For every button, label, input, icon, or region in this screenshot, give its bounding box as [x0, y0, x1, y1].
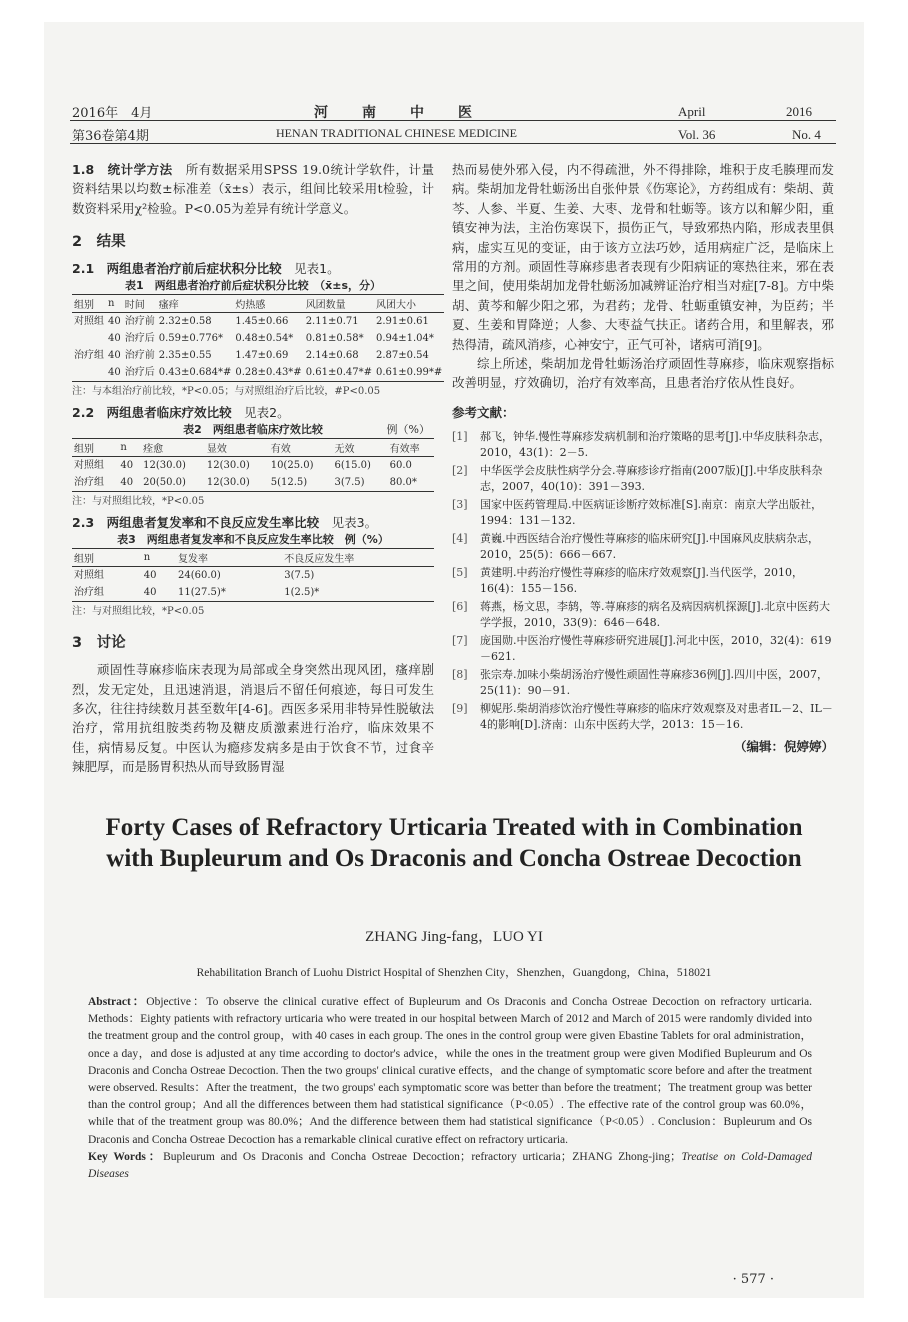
table-cell: 治疗后	[123, 364, 157, 382]
table-cell: 40	[108, 333, 121, 345]
table-2-header: 组别	[72, 439, 118, 457]
reference-text: 张宗寿.加味小柴胡汤治疗慢性顽固性荨麻疹36例[J].四川中医，2007，25(11)：90－91.	[480, 667, 828, 697]
table-row	[72, 567, 434, 585]
table-cell: 治疗后	[124, 333, 155, 345]
keywords-italic: Treatise on Cold-Damaged Diseases	[88, 1150, 813, 1181]
table-3-header: n	[142, 549, 176, 567]
reference-number: [7]	[452, 633, 468, 647]
table-cell: 6(15.0)	[334, 460, 371, 472]
section-2-3-ref: 见表3。	[319, 515, 378, 531]
table-3-header: 组别	[72, 549, 142, 567]
table-2-header: 显效	[205, 439, 269, 457]
table-cell: 0.28±0.43*#	[233, 364, 303, 382]
table-cell: 治疗组	[72, 474, 118, 492]
table-2-note: 注：与对照组比较，*P<0.05	[72, 496, 205, 508]
table-1-header: 组别	[72, 295, 106, 313]
table-2-header: 痊愈	[141, 439, 205, 457]
reference-item	[452, 565, 834, 597]
table-row	[72, 474, 434, 492]
table-cell: 20(50.0)	[141, 474, 205, 492]
discussion-continued: 热而易使外邪入侵，内不得疏泄，外不得排除，堆积于皮毛腠理而发病。柴胡加龙骨牡蛎汤出自张仲景《伤寒论》，方药组成有：柴胡、黄芩、人参、半夏、生姜、大枣、龙骨和牡蛎等。该方以和解少阳，重镇安神为法，主治伤寒误下，损伤正气，导致邪热内陷，形成表里俱病，虚实互见的变证，由于该方立法巧妙，适用病症广泛，是临床上常用的方剂。顽固性荨麻疹患者表现有少阳病证的寒热往来，邪在表里之间，使用柴胡加龙骨牡蛎汤加减辨证治疗相当对症[7-8]。方中柴胡、黄芩和解少阳之邪，为君药；龙骨、牡蛎重镇安神，为臣药；半夏、生姜和胃降逆；人参、大枣益气扶正。诸药合用，和里解表，邪热得清，疏风消疹，心神安宁，正气可补，诸病可消[9]。	[452, 162, 834, 352]
reference-number: [2]	[452, 463, 468, 477]
table-cell: 0.59±0.776*	[158, 333, 224, 345]
table-3-note: 注：与对照组比较，*P<0.05	[72, 606, 205, 618]
table-row	[72, 330, 444, 347]
journal-page	[44, 22, 864, 1298]
discussion-paragraph: 顽固性荨麻疹临床表现为局部或全身突然出现风团，瘙痒剧烈，发无定处，且迅速消退，消退后不留任何痕迹，每日可发生多次，往往持续数月甚至数年[4-6]。西医多采用非特异性脱敏法治疗，常用抗组胺类药物及糖皮质激素进行治疗，临床效果不佳，病情易反复。中医认为瘾疹发病多是由于饮食不节，过食辛辣肥厚，而是肠胃积热从而导致肠胃湿	[72, 662, 434, 775]
table-row	[72, 457, 434, 475]
table-cell: 2.32±0.58	[158, 316, 212, 328]
table-cell: 12(30.0)	[205, 474, 269, 492]
table-cell: 60.0	[389, 460, 412, 472]
table-cell: 40	[118, 474, 141, 492]
reference-number: [6]	[452, 599, 468, 613]
keywords-paragraph	[88, 1149, 812, 1183]
table-3-header-row	[72, 549, 434, 567]
page-number: · 577 ·	[732, 1272, 774, 1287]
table-1-header-row	[72, 295, 444, 313]
header-year-month: 2016年 4月	[72, 106, 153, 121]
reference-item	[452, 463, 834, 495]
table-2-header: 无效	[332, 439, 387, 457]
table-cell: 12(30.0)	[206, 460, 250, 472]
header-rule-bottom	[70, 143, 836, 144]
table-cell: 1.45±0.66	[235, 316, 289, 328]
header-year-en: 2016	[786, 104, 812, 119]
table-cell: 1.47±0.69	[235, 350, 289, 362]
section-2-heading: 2 结果	[72, 234, 126, 251]
keywords-text: Bupleurum and Os Draconis and Concha Ostreae Decoction；refractory urticaria；ZHANG Zhong-jing；	[163, 1150, 682, 1163]
table-cell: 治疗前	[124, 316, 155, 328]
section-2-2-ref: 见表2。	[231, 405, 290, 421]
table-cell: 2.87±0.54	[375, 350, 429, 362]
table-cell: 对照组	[74, 316, 104, 328]
reference-text: 庞国勋.中医治疗慢性荨麻疹研究进展[J].河北中医，2010，32(4)：619－621.	[480, 633, 832, 663]
table-cell: 40	[120, 460, 134, 472]
left-column	[72, 160, 443, 777]
table-cell: 11(27.5)*	[176, 584, 282, 602]
table-cell: 12(30.0)	[143, 460, 186, 472]
table-cell: 2.11±0.71	[305, 316, 359, 328]
table-cell: 治疗组	[72, 584, 142, 602]
table-cell: 40	[142, 584, 176, 602]
section-2-1-heading: 2.1 两组患者治疗前后症状积分比较	[72, 261, 282, 277]
english-affiliation: Rehabilitation Branch of Luohu District Hospital of Shenzhen City，Shenzhen，Guangdong，China，518021	[196, 967, 712, 979]
section-1-8-heading: 1.8 统计学方法	[72, 162, 173, 177]
table-cell: 1(2.5)*	[282, 584, 434, 602]
table-cell: 0.43±0.684*#	[157, 364, 234, 382]
reference-text: 国家中医药管理局.中医病证诊断疗效标准[S].南京：南京大学出版社，1994：131－132.	[480, 497, 823, 527]
header-no-en: No. 4	[792, 127, 821, 142]
section-2-3	[72, 513, 434, 532]
table-1-header: 灼热感	[233, 295, 303, 313]
reference-item	[452, 633, 834, 665]
table-cell: 治疗组	[74, 350, 104, 362]
editor-credit: （编辑：倪婷婷）	[733, 738, 834, 754]
reference-text: 黄建明.中药治疗慢性荨麻疹的临床疗效观察[J].当代医学，2010，16(4)：155－156.	[480, 565, 803, 595]
section-2-1-ref: 见表1。	[281, 261, 340, 277]
table-cell: 对照组	[74, 460, 104, 472]
header-month-en: April	[678, 104, 706, 119]
table-1-header: 瘙痒	[157, 295, 234, 313]
table-cell	[72, 330, 106, 347]
references-heading: 参考文献：	[452, 404, 515, 420]
table-cell: 0.61±0.99*#	[374, 364, 444, 382]
table-cell: 10(25.0)	[270, 460, 314, 472]
table-cell: 40	[143, 570, 157, 582]
table-cell: 0.61±0.47*#	[304, 364, 374, 382]
reference-text: 郝飞，钟华.慢性荨麻疹发病机制和治疗策略的思考[J].中华皮肤科杂志，2010，43(1)：2－5.	[480, 429, 830, 459]
reference-number: [1]	[452, 429, 468, 443]
table-1-header: n	[106, 295, 123, 313]
table-1-note: 注：与本组治疗前比较，*P<0.05；与对照组治疗后比较，#P<0.05	[72, 386, 381, 398]
table-cell: 40	[108, 316, 121, 328]
conclusion-paragraph: 综上所述，柴胡加龙骨牡蛎汤治疗顽固性荨麻疹，临床观察指标改善明显，疗效确切，治疗有效率高，且患者治疗依从性良好。	[452, 356, 834, 391]
section-2-2-heading: 2.2 两组患者临床疗效比较	[72, 405, 232, 421]
reference-text: 蒋燕，杨文思，李鸫，等.荨麻疹的病名及病因病机探源[J].北京中医药大学学报，2010，33(9)：646－648.	[480, 599, 830, 629]
table-1-header: 时间	[123, 295, 157, 313]
table-cell: 5(12.5)	[269, 474, 333, 492]
table-cell: 40	[108, 350, 121, 362]
reference-number: [9]	[452, 701, 468, 715]
table-cell: 3(7.5)	[284, 570, 315, 582]
english-abstract-block	[88, 994, 812, 1183]
table-cell	[72, 364, 106, 382]
table-3-header: 不良反应发生率	[282, 549, 434, 567]
table-row	[72, 347, 444, 364]
reference-text: 柳妮彤.柴胡消疹饮治疗慢性荨麻疹的临床疗效观察及对患者IL－2、IL－4的影响[D].济南：山东中医药大学，2013：15－16.	[480, 701, 833, 731]
table-2-unit: 例（%）	[386, 423, 430, 437]
table-2-caption-row	[72, 422, 434, 438]
reference-text: 中华医学会皮肤性病学分会.荨麻疹诊疗指南(2007版)[J].中华皮肤科杂志，2007，40(10)：391－393.	[480, 463, 823, 493]
reference-item	[452, 531, 834, 563]
section-1-8	[72, 160, 434, 218]
header-journal-en: HENAN TRADITIONAL CHINESE MEDICINE	[276, 126, 517, 140]
table-1-header: 风团大小	[374, 295, 444, 313]
table-cell: 0.94±1.04*	[375, 333, 434, 345]
table-3	[72, 548, 434, 602]
reference-number: [8]	[452, 667, 468, 681]
english-authors: ZHANG Jing-fang，LUO YI	[365, 929, 543, 945]
reference-number: [5]	[452, 565, 468, 579]
table-cell: 2.14±0.68	[305, 350, 359, 362]
section-3-heading: 3 讨论	[72, 635, 126, 652]
header-rule-top	[70, 120, 836, 121]
table-cell: 2.35±0.55	[158, 350, 212, 362]
header-vol-en: Vol. 36	[678, 127, 716, 142]
table-2-header: n	[118, 439, 141, 457]
right-column	[452, 160, 834, 755]
table-cell: 治疗前	[124, 350, 155, 362]
table-cell: 3(7.5)	[332, 474, 387, 492]
section-2-2	[72, 403, 434, 422]
reference-item	[452, 667, 834, 699]
table-cell: 2.91±0.61	[375, 316, 429, 328]
reference-item	[452, 429, 834, 461]
reference-list	[452, 429, 834, 733]
reference-number: [3]	[452, 497, 468, 511]
reference-item	[452, 599, 834, 631]
reference-item	[452, 701, 834, 733]
table-cell: 24(60.0)	[178, 570, 221, 582]
table-2-caption: 表2 两组患者临床疗效比较	[183, 423, 323, 437]
english-title: Forty Cases of Refractory Urticaria Treated with in Combination with Bupleurum and Os Draconis and Concha Ostreae Decoction	[105, 814, 803, 872]
reference-item	[452, 497, 834, 529]
keywords-label: Key Words：	[88, 1150, 164, 1163]
abstract-text: Objective：To observe the clinical curative effect of Bupleurum and Os Draconis and Concha Ostreae Decoction on refractory urticaria. Methods：Eighty patients with refractory urticaria who were treated in our hospital between March of 2012 and March of 2015 were randomly divided into the treatment group and the control group，with 40 cases in each group. The ones in the control group were given Ebastine Tablets for oral administration，once a day，and dose is adjusted at any time according to doctor's advice，while the ones in the treatment group were given Modified Bupleurum and Os Draconis and Concha Ostreae Decoction. Then the two groups' clinical curative effects，and the change of symptomatic score before and after the treatment were observed. Results：After the treatment，the two groups' each symptomatic score was better than before the treatment；The treatment group was better than the control group；And all the differences between them had statistical significance（P<0.05）. The effective rate of the control group was 60.0%，while that of the treatment group was 80.0%；And the difference between them had statistical significance（P<0.05）. Conclusion：Bupleurum and Os Draconis and Concha Ostreae Decoction has a remarkable clinical curative effect on refractory urticaria.	[88, 996, 812, 1146]
table-cell: 80.0*	[388, 474, 434, 492]
section-2-1	[72, 259, 434, 278]
table-1-header: 风团数量	[304, 295, 374, 313]
table-cell: 0.81±0.58*	[305, 333, 364, 345]
table-cell: 对照组	[74, 570, 104, 582]
table-cell: 0.48±0.54*	[235, 333, 294, 345]
table-2-header: 有效	[269, 439, 333, 457]
reference-text: 黄巍.中西医结合治疗慢性荨麻疹的临床研究[J].中国麻风皮肤病杂志，2010，25(5)：666－667.	[480, 531, 819, 561]
table-row	[72, 584, 434, 602]
reference-number: [4]	[452, 531, 468, 545]
abstract-label: Abstract：	[88, 996, 147, 1008]
section-2-3-heading: 2.3 两组患者复发率和不良反应发生率比较	[72, 515, 320, 531]
table-1-caption: 表1 两组患者治疗前后症状积分比较 （x̄±s，分）	[124, 279, 381, 293]
table-2-header-row	[72, 439, 434, 457]
table-row	[72, 364, 444, 382]
table-2	[72, 438, 434, 492]
abstract-paragraph	[88, 994, 812, 1149]
table-3-caption: 表3 两组患者复发率和不良反应发生率比较 例（%）	[117, 533, 389, 547]
table-1	[72, 294, 444, 382]
table-row	[72, 313, 444, 331]
table-cell: 40	[106, 364, 123, 382]
header-volume: 第36卷第4期	[72, 129, 149, 144]
table-3-header: 复发率	[176, 549, 282, 567]
header-journal-cn: 河 南 中 医	[314, 105, 474, 121]
section-1-8-text: 所有数据采用SPSS 19.0统计学软件，计量资料结果以均数±标准差（x̄±s）表示，组间比较采用t检验，计数资料采用χ²检验。P<0.05为差异有统计学意义。	[72, 162, 434, 216]
table-2-header: 有效率	[388, 439, 434, 457]
